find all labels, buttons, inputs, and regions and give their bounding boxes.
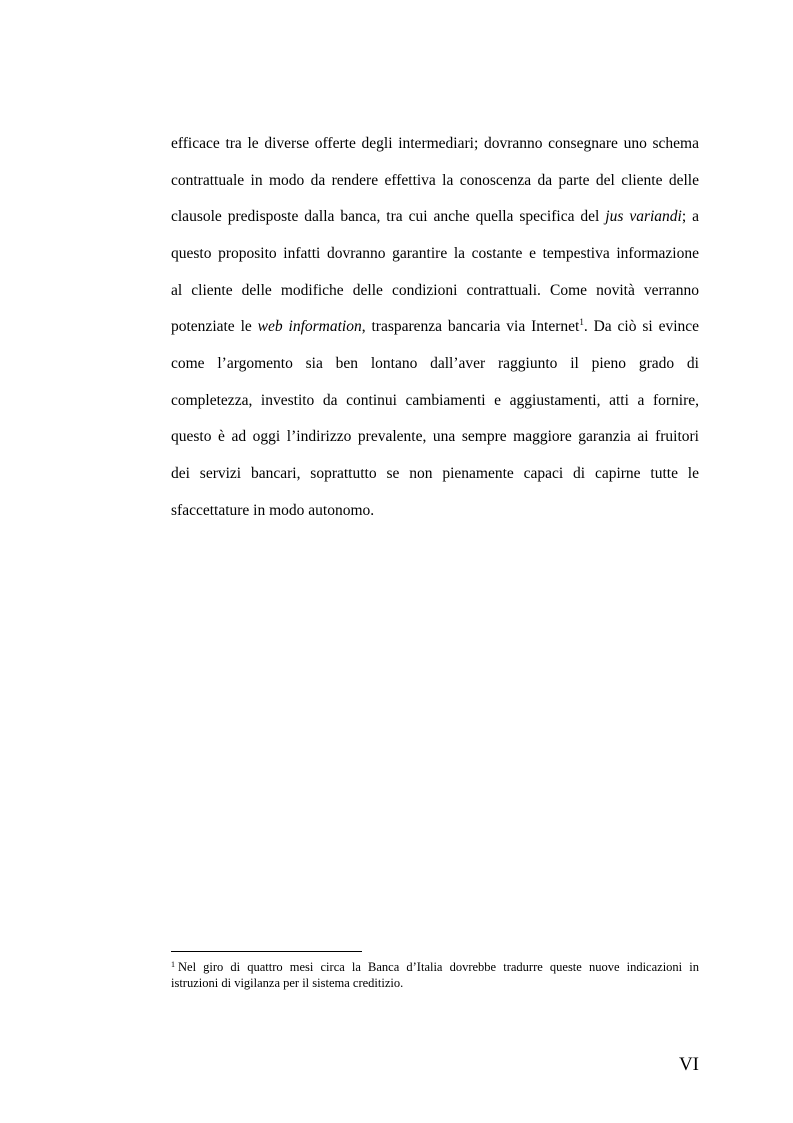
body-line-2: contrattuale in modo da rendere effettiva la conoscenza da parte del cliente delle	[171, 172, 699, 189]
footnote-reference[interactable]: 1	[579, 316, 584, 327]
body-line-8: completezza, investito da continui cambiamenti e aggiustamenti, atti a fornire,	[171, 392, 699, 409]
footnote-line-1	[171, 959, 699, 975]
body-line-11: sfaccettature in modo autonomo.	[171, 502, 375, 519]
page-number: VI	[678, 1054, 699, 1075]
body-line-4: questo proposito infatti dovranno garantire la costante e tempestiva informazione	[171, 245, 699, 262]
web-information-term: web information	[257, 318, 362, 335]
body-line-3	[171, 207, 699, 227]
body-line-3-text: clausole predisposte dalla banca, tra cui anche quella specifica del	[171, 208, 606, 225]
body-line-6-middle: , trasparenza bancaria via Internet	[361, 318, 580, 335]
body-line-3-tail: ; a	[681, 208, 699, 225]
footnote-text-1: Nel giro di quattro mesi circa la Banca d’Italia dovrebbe tradurre queste nuove indicazioni in	[178, 960, 699, 974]
body-line-10: dei servizi bancari, soprattutto se non pienamente capaci di capirne tutte le	[171, 465, 699, 482]
body-line-1: efficace tra le diverse offerte degli intermediari; dovranno consegnare uno schema	[171, 135, 699, 152]
footnote-separator	[171, 951, 362, 952]
footnote-line-2: istruzioni di vigilanza per il sistema creditizio.	[171, 976, 404, 990]
body-line-5: al cliente delle modifiche delle condizioni contrattuali. Come novità verranno	[171, 282, 699, 299]
footnote-mark: 1	[171, 960, 175, 969]
jus-variandi-term: jus variandi	[605, 208, 682, 225]
body-line-7: come l’argomento sia ben lontano dall’aver raggiunto il pieno grado di	[171, 355, 699, 372]
body-line-6-text: potenziate le	[171, 318, 258, 335]
body-line-6-tail: . Da ciò si evince	[583, 318, 700, 335]
body-line-6	[171, 317, 699, 337]
body-line-9: questo è ad oggi l’indirizzo prevalente, una sempre maggiore garanzia ai fruitori	[171, 428, 699, 445]
